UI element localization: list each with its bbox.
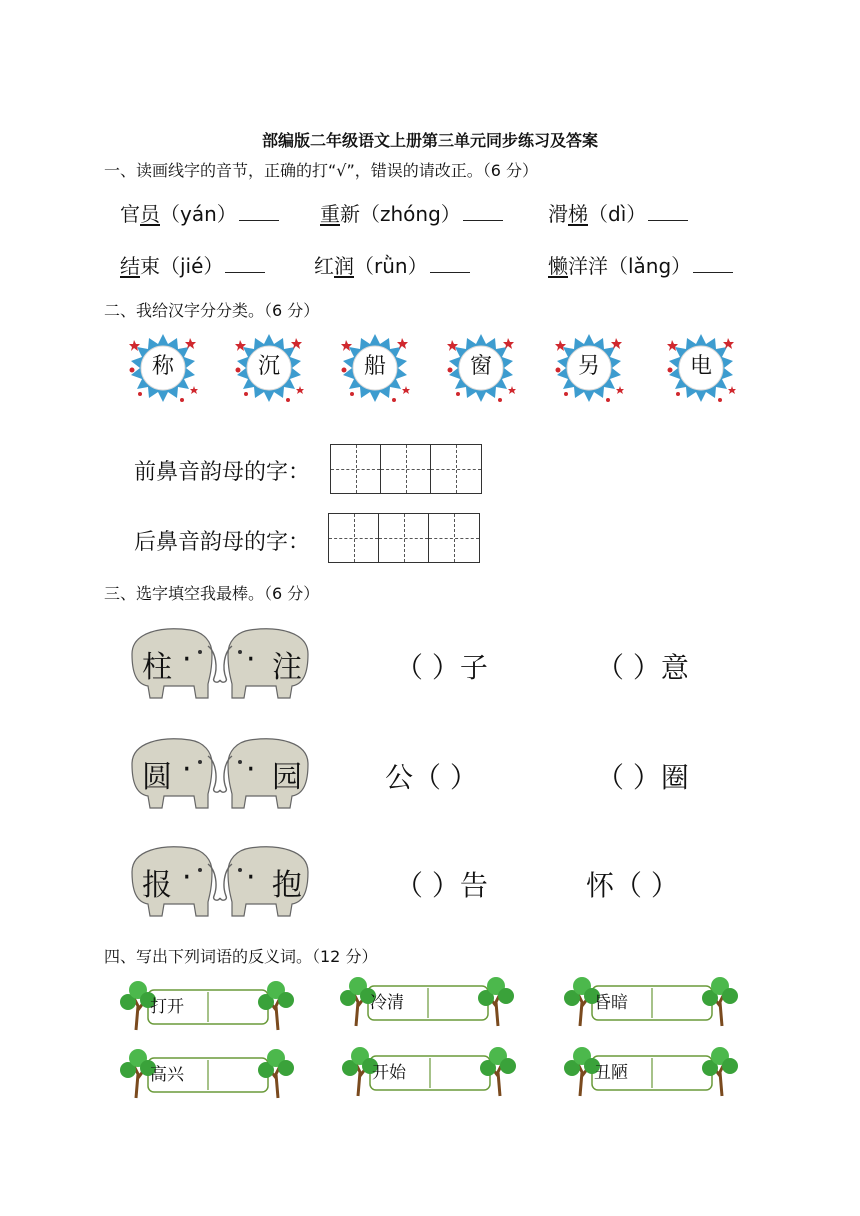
elephant-pair: 柱 · · 注 xyxy=(122,624,318,704)
elephant-pair: 报 · · 抱 xyxy=(122,842,318,922)
q2-heading: 二、我给汉字分分类。（6 分） xyxy=(104,301,320,320)
answer-blank[interactable] xyxy=(693,254,733,273)
antonym-box[interactable]: 冷清 xyxy=(340,976,514,1032)
char-flower: 电 xyxy=(664,330,738,404)
char-flower: 窗 xyxy=(444,330,518,404)
q1-heading: 一、读画线字的音节，正确的打“√”，错误的请改正。（6 分） xyxy=(104,161,539,180)
char-flower: 沉 xyxy=(232,330,306,404)
pinyin-item-4: 结束（jié） xyxy=(120,250,265,279)
antonym-box[interactable]: 高兴 xyxy=(120,1048,294,1104)
fill-blank[interactable]: 公（ ） xyxy=(385,761,478,794)
front-nasal-label: 前鼻音韵母的字： xyxy=(134,460,311,485)
back-nasal-label: 后鼻音韵母的字： xyxy=(134,530,311,555)
answer-blank[interactable] xyxy=(239,202,279,221)
answer-blank[interactable] xyxy=(225,254,265,273)
q3-heading: 三、选字填空我最棒。（6 分） xyxy=(104,584,320,603)
char-flower: 另 xyxy=(552,330,626,404)
q4-heading: 四、写出下列词语的反义词。（12 分） xyxy=(104,947,378,966)
antonym-box[interactable]: 昏暗 xyxy=(564,976,738,1032)
antonym-box[interactable]: 丑陋 xyxy=(564,1046,738,1102)
answer-blank[interactable] xyxy=(648,202,688,221)
back-nasal-grid[interactable] xyxy=(328,513,480,563)
front-nasal-grid[interactable] xyxy=(330,444,482,494)
char-flower: 称 xyxy=(126,330,200,404)
pinyin-item-1: 官员（yán） xyxy=(120,198,279,227)
fill-blank[interactable]: （ ）意 xyxy=(596,651,689,684)
answer-blank[interactable] xyxy=(463,202,503,221)
answer-blank[interactable] xyxy=(430,254,470,273)
antonym-box[interactable]: 开始 xyxy=(342,1046,516,1102)
worksheet-title: 部编版二年级语文上册第三单元同步练习及答案 xyxy=(261,131,598,150)
pinyin-item-2: 重新（zhóng） xyxy=(320,198,503,227)
elephant-pair: 圆 · · 园 xyxy=(122,734,318,814)
antonym-box[interactable]: 打开 xyxy=(120,980,294,1036)
fill-blank[interactable]: 怀（ ） xyxy=(586,869,679,902)
char-flower: 船 xyxy=(338,330,412,404)
fill-blank[interactable]: （ ）圈 xyxy=(596,761,689,794)
fill-blank[interactable]: （ ）告 xyxy=(395,869,488,902)
fill-blank[interactable]: （ ）子 xyxy=(395,651,488,684)
pinyin-item-6: 懒洋洋（lǎng） xyxy=(548,250,733,279)
pinyin-item-3: 滑梯（dì） xyxy=(548,198,688,227)
pinyin-item-5: 红润（rǜn） xyxy=(314,250,470,279)
